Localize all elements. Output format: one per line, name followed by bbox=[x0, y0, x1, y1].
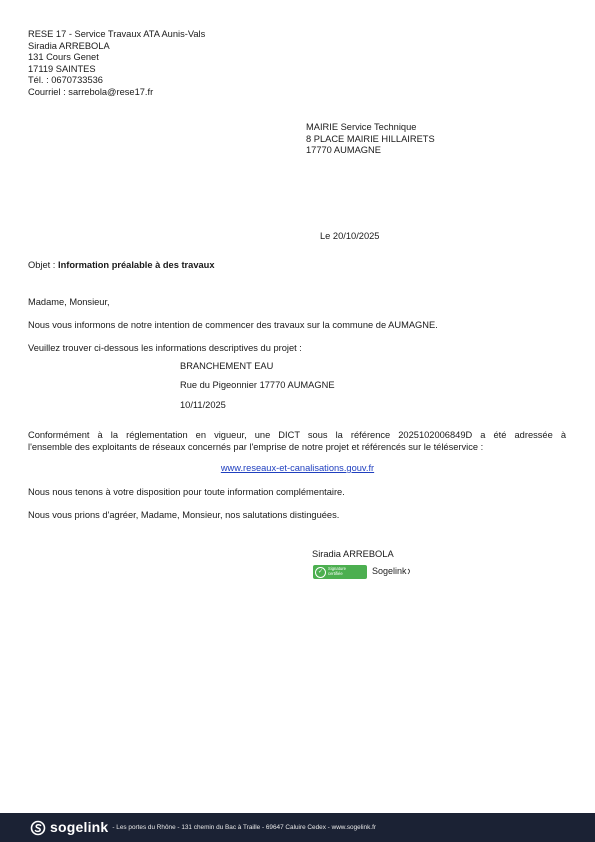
recipient-line: 8 PLACE MAIRIE HILLAIRETS bbox=[306, 133, 435, 144]
recipient-address bbox=[306, 122, 435, 157]
recipient-line: 17770 AUMAGNE bbox=[306, 145, 381, 156]
subject-text: Information préalable à des travaux bbox=[57, 260, 215, 270]
sender-line: Tél. : 0670733536 bbox=[28, 75, 103, 86]
teleservice-link[interactable]: www.reseaux-et-canalisations.gouv.fr bbox=[220, 463, 375, 473]
sender-address bbox=[28, 29, 205, 99]
greeting: Madame, Monsieur, bbox=[28, 297, 110, 307]
detail-value: 10/11/2025 bbox=[180, 400, 226, 410]
disposition-paragraph: Nous nous tenons à votre disposition pour toute information complémentaire. bbox=[28, 487, 345, 497]
check-circle-icon: ✓ bbox=[315, 567, 326, 578]
subject-prefix: Objet : bbox=[28, 260, 58, 270]
certified-signature-badge bbox=[313, 565, 367, 579]
closing-paragraph: Nous vous prions d'agréer, Madame, Monsieur, nos salutations distinguées. bbox=[28, 510, 340, 520]
footer-logo-text: sogelink bbox=[50, 818, 109, 835]
intro-paragraph: Nous vous informons de notre intention de commencer des travaux sur la commune de AUMAGNE. bbox=[28, 320, 438, 330]
sender-line: 17119 SAINTES bbox=[28, 63, 96, 74]
letter-date: Le 20/10/2025 bbox=[320, 231, 380, 241]
sender-line: Courriel : sarrebola@rese17.fr bbox=[28, 86, 154, 97]
letter-subject bbox=[28, 260, 215, 272]
detail-value: Rue du Pigeonnier 17770 AUMAGNE bbox=[180, 380, 335, 390]
recipient-line: MAIRIE Service Technique bbox=[306, 122, 417, 132]
details-intro: Veuillez trouver ci-dessous les informations descriptives du projet : bbox=[28, 343, 302, 353]
signature-brand bbox=[372, 566, 412, 578]
footer-address: - Les portes du Rhône - 131 chemin du Bac à Traille - 69647 Caluire Cedex - www.sogelink.fr bbox=[112, 823, 376, 831]
detail-value: BRANCHEMENT EAU bbox=[180, 361, 274, 371]
footer-logo bbox=[30, 820, 108, 836]
dict-line: l'ensemble des exploitants de réseaux concernés par l'emprise de notre projet et référencés sur le téléservice : bbox=[28, 441, 484, 452]
sogelink-mark-icon bbox=[407, 567, 412, 576]
dict-line: Conformément à la réglementation en vigueur, une DICT sous la référence 2025102006849D a été adressée à bbox=[28, 430, 566, 440]
signer-name: Siradia ARREBOLA bbox=[312, 549, 394, 559]
sender-line: 131 Cours Genet bbox=[28, 52, 99, 63]
sender-line: Siradia ARREBOLA bbox=[28, 40, 110, 51]
badge-text: Signature certifiée bbox=[328, 566, 346, 576]
sender-line: RESE 17 - Service Travaux ATA Aunis-Vals bbox=[28, 29, 206, 39]
signature-brand-label: Sogelink bbox=[372, 566, 407, 576]
footer-bar bbox=[0, 813, 595, 842]
dict-paragraph bbox=[28, 430, 566, 453]
teleservice-link-wrapper bbox=[0, 463, 595, 475]
sogelink-s-icon bbox=[30, 820, 46, 836]
